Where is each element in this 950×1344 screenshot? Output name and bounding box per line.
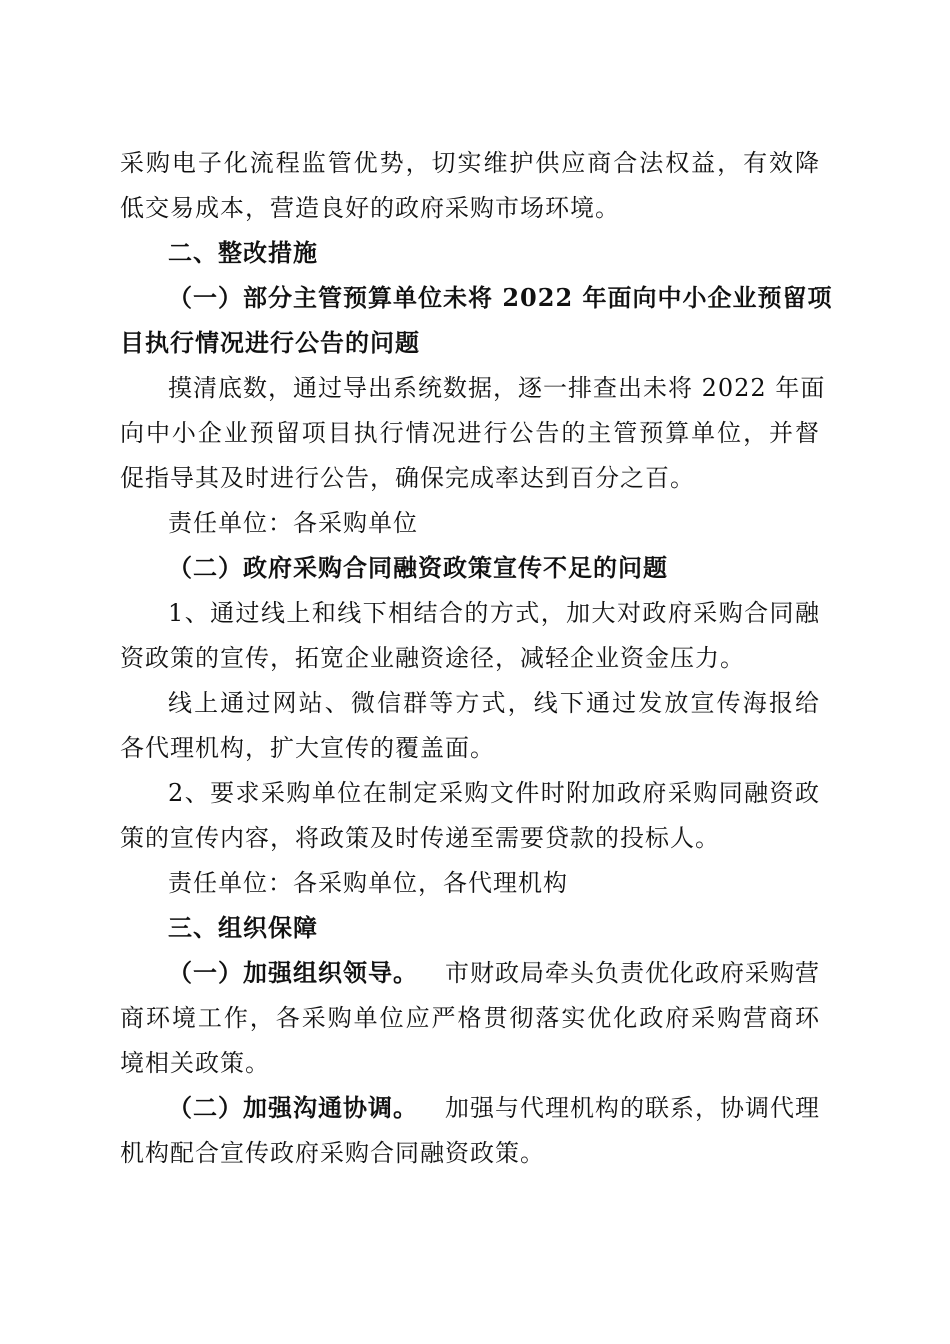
item-2-p2-line-2: 各代理机构，扩大宣传的覆盖面。 [120,734,495,762]
item-2-p3-line-2: 策的宣传内容，将政策及时传递至需要贷款的投标人。 [120,824,720,852]
item-2-p3-line-1: 2、要求采购单位在制定采购文件时附加政府采购同融资政 [168,779,820,807]
item-2-responsible: 责任单位：各采购单位，各代理机构 [168,869,568,897]
item-2-p1-line-2: 资政策的宣传，拓宽企业融资途径，减轻企业资金压力。 [120,644,745,672]
section-3-heading: 三、组织保障 [168,914,318,942]
section-3-item-2-line-2: 机构配合宣传政府采购合同融资政策。 [120,1139,545,1167]
item-1-responsible: 责任单位：各采购单位 [168,509,418,537]
section-3-item-2-line-1-rest: 加强与代理机构的联系，协调代理 [445,1094,820,1122]
section-3-item-2-line-1 [168,1093,820,1123]
section-3-item-1-lead: （一）加强组织领导。 [168,958,418,987]
item-1-title-line-2: 目执行情况进行公告的问题 [120,328,420,357]
item-1-title-line-1: （一）部分主管预算单位未将 2022 年面向中小企业预留项 [168,283,833,312]
item-2-p2-line-1: 线上通过网站、微信群等方式，线下通过发放宣传海报给 [168,689,820,717]
intro-line-1: 采购电子化流程监管优势，切实维护供应商合法权益，有效降 [120,149,820,177]
item-1-body-line-2: 向中小企业预留项目执行情况进行公告的主管预算单位，并督 [120,419,820,447]
section-3-item-1-line-3: 境相关政策。 [120,1049,270,1077]
intro-line-2: 低交易成本，营造良好的政府采购市场环境。 [120,194,620,222]
section-3-item-2-lead: （二）加强沟通协调。 [168,1093,418,1122]
item-2-title: （二）政府采购合同融资政策宣传不足的问题 [168,553,668,582]
section-2-heading: 二、整改措施 [168,239,318,267]
section-3-item-1-line-2: 商环境工作，各采购单位应严格贯彻落实优化政府采购营商环 [120,1004,820,1032]
section-3-item-1-line-1-rest: 市财政局牵头负责优化政府采购营 [445,959,820,987]
item-2-p1-line-1: 1、通过线上和线下相结合的方式，加大对政府采购合同融 [168,599,820,627]
item-1-body-line-1: 摸清底数，通过导出系统数据，逐一排查出未将 2022 年面 [168,374,826,402]
section-3-item-1-line-1 [168,958,820,988]
item-1-body-line-3: 促指导其及时进行公告，确保完成率达到百分之百。 [120,464,695,492]
